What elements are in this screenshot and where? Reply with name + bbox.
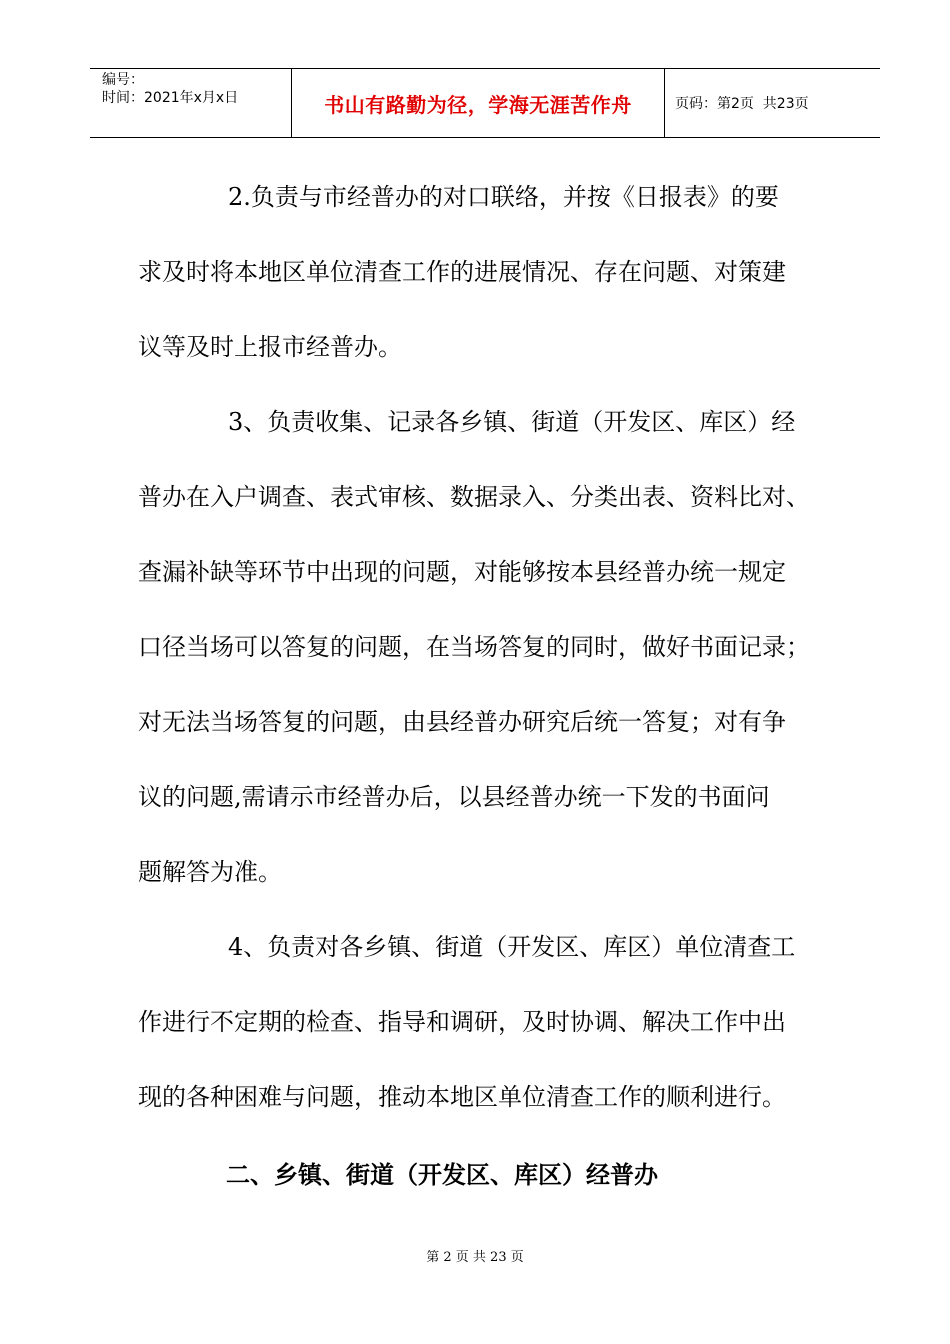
paragraph-line: 求及时将本地区单位清查工作的进展情况、存在问题、对策建 [138,258,786,286]
paragraph-2 [138,160,838,385]
number-label: 编号： [102,72,144,88]
paragraph-line: 题解答为准。 [138,858,282,886]
paragraph-line: 议的问题,需请示市经普办后，以县经普办统一下发的书面问 [138,783,770,811]
paragraph-line: 口径当场可以答复的问题，在当场答复的同时，做好书面记录； [138,633,810,661]
page-label: 页码：第2页 共23页 [675,96,809,112]
document-header [90,68,880,138]
paragraph-line: 作进行不定期的检查、指导和调研，及时协调、解决工作中出 [138,1008,786,1036]
header-meta-cell [90,69,292,137]
section-heading: 二、乡镇、街道（开发区、库区）经普办 [226,1161,658,1189]
paragraph-line: 2.负责与市经普办的对口联络，并按《日报表》的要 [228,183,779,211]
motto-text: 书山有路勤为径，学海无涯苦作舟 [324,92,632,117]
header-motto-cell [292,69,665,137]
paragraph-line: 4、负责对各乡镇、街道（开发区、库区）单位清查工 [228,933,796,961]
time-label: 时间：2021年x月x日 [102,90,239,106]
paragraph-line: 查漏补缺等环节中出现的问题，对能够按本县经普办统一规定 [138,558,786,586]
paragraph-line: 议等及时上报市经普办。 [138,333,402,361]
paragraph-3 [138,385,838,910]
paragraph-4 [138,910,838,1135]
paragraph-line: 现的各种困难与问题，推动本地区单位清查工作的顺利进行。 [138,1083,786,1111]
page-footer: 第 2 页 共 23 页 [426,1250,524,1265]
header-page-cell [665,69,880,137]
paragraph-line: 对无法当场答复的问题，由县经普办研究后统一答复；对有争 [138,708,786,736]
paragraph-line: 普办在入户调查、表式审核、数据录入、分类出表、资料比对、 [138,483,810,511]
paragraph-line: 3、负责收集、记录各乡镇、街道（开发区、库区）经 [228,408,796,436]
document-body [138,160,838,1215]
